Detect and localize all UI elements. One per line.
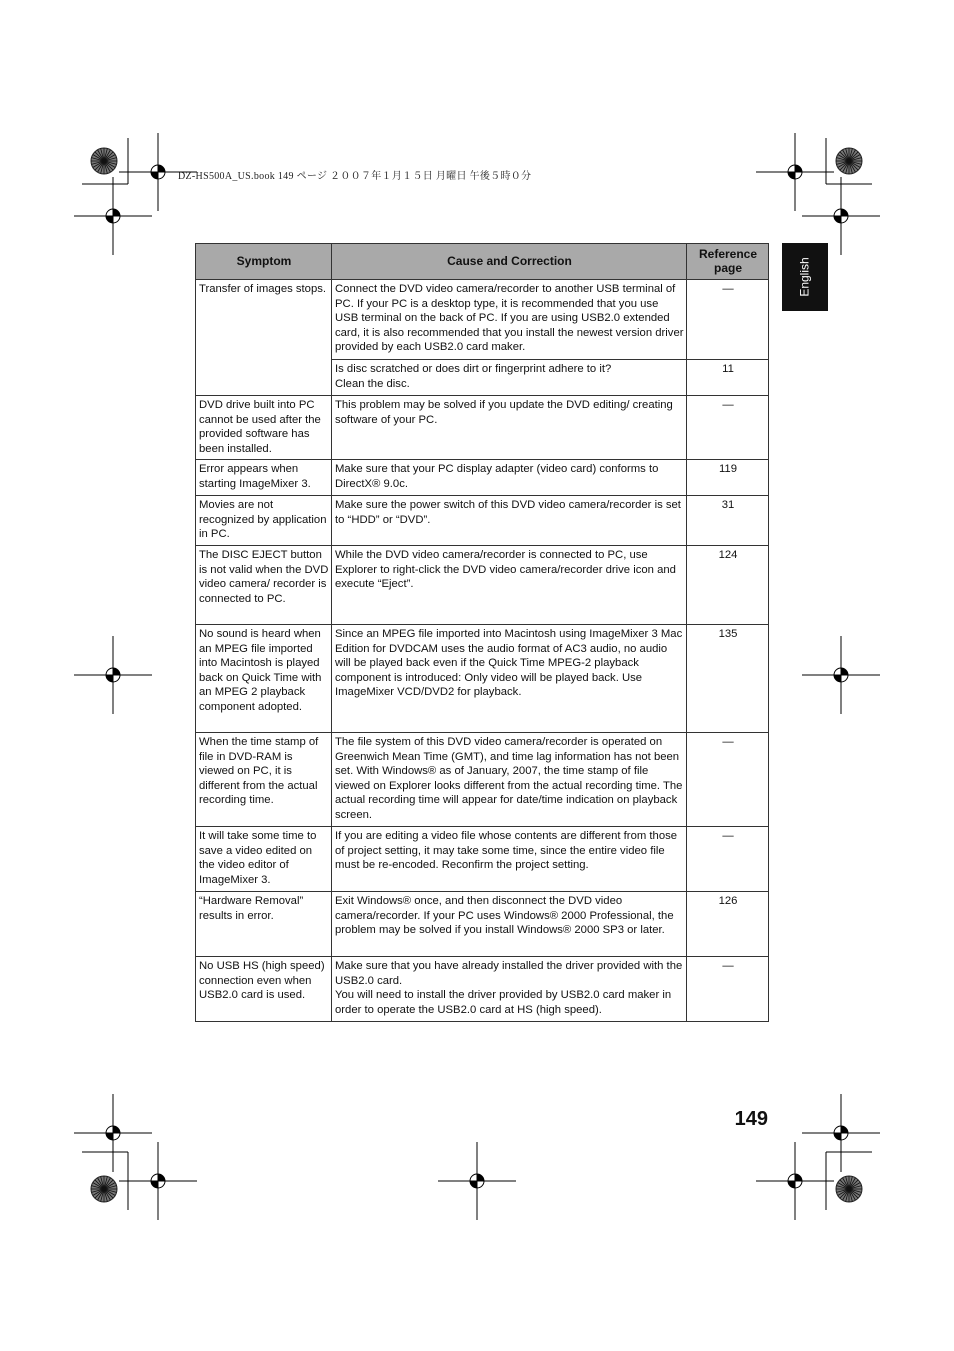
symptom-cell: No sound is heard when an MPEG file imported into Macintosh is played back on Quick Time with an MPEG 2 playback component adopted.	[196, 625, 332, 733]
reference-cell: —	[687, 733, 769, 827]
reference-cell: 124	[687, 546, 769, 625]
page-number: 149	[734, 1108, 768, 1130]
cause-header: Cause and Correction	[332, 244, 687, 280]
reference-cell: —	[687, 957, 769, 1022]
reference-cell: 126	[687, 892, 769, 957]
cause-text: While the DVD video camera/recorder is connected to PC, use Explorer to right-click the DVD video camera/recorder drive icon and execute “Eject”.	[335, 549, 676, 590]
cause-text: You will need to install the driver provided by USB2.0 card maker in order to operate the USB2.0 card at HS (high speed).	[335, 989, 672, 1016]
cause-text: The file system of this DVD video camera/recorder is operated on Greenwich Mean Time (GMT), and time lag information has not been set. With Windows® as of January, 2007, the time stamp of file viewed on Explorer looks different from the actual recording time. The actual recording time will appear for date/time indication on playback screen.	[335, 736, 683, 821]
symptom-cell: Transfer of images stops.	[196, 280, 332, 396]
symptom-cell: When the time stamp of file in DVD-RAM is viewed on PC, it is different from the actual recording time.	[196, 733, 332, 827]
cause-text: Make sure that you have already installed the driver provided with the USB2.0 card.	[335, 960, 683, 987]
cause-text: Clean the disc.	[335, 377, 410, 390]
reference-cell: —	[687, 396, 769, 460]
cause-text: Exit Windows® once, and then disconnect the DVD video camera/recorder. If your PC uses Windows® 2000 Professional, the problem may be solved if you install Windows® 2000 SP3 or later.	[335, 895, 674, 936]
cause-text: Is disc scratched or does dirt or fingerprint adhere to it?	[335, 363, 612, 375]
symptom-cell: No USB HS (high speed) connection even when USB2.0 card is used.	[196, 957, 332, 1022]
reference-cell: —	[687, 280, 769, 360]
reference-cell: 11	[687, 360, 769, 396]
print-header: DZ-HS500A_US.book 149 ページ ２００７年１月１５日 月曜日 午後５時０分	[178, 171, 532, 182]
reference-cell: 31	[687, 496, 769, 546]
language-tab-label: English	[797, 257, 812, 297]
reference-header: Reference page	[687, 244, 769, 280]
cause-text: Connect the DVD video camera/recorder to another USB terminal of PC. If your PC is a desktop type, it is recommended that you use USB terminal on the back of PC. If you are using USB2.0 extended card, it is also recommended that you install the newest version driver provided by each USB2.0 card maker.	[335, 283, 684, 353]
cause-text: Make sure that your PC display adapter (video card) conforms to DirectX® 9.0c.	[335, 463, 659, 490]
symptom-cell: It will take some time to save a video edited on the video editor of ImageMixer 3.	[196, 827, 332, 892]
symptom-cell: Error appears when starting ImageMixer 3.	[196, 460, 332, 496]
symptom-cell: “Hardware Removal” results in error.	[196, 892, 332, 957]
cause-text: Since an MPEG file imported into Macintosh using ImageMixer 3 Mac Edition for DVDCAM uses the audio format of AC3 audio, no audio will be played back even if the Quick Time MPEG-2 playback component is introduced: Only video will be played back. Use ImageMixer VCD/DVD2 for playback.	[335, 628, 683, 698]
cause-text: This problem may be solved if you update the DVD editing/ creating software of your PC.	[335, 399, 673, 426]
reference-cell: 135	[687, 625, 769, 733]
cause-text: Make sure the power switch of this DVD video camera/recorder is set to “HDD” or “DVD”.	[335, 499, 681, 526]
reference-cell: —	[687, 827, 769, 892]
symptom-header: Symptom	[196, 244, 332, 280]
symptom-cell: The DISC EJECT button is not valid when the DVD video camera/ recorder is connected to PC.	[196, 546, 332, 625]
symptom-cell: DVD drive built into PC cannot be used after the provided software has been installed.	[196, 396, 332, 460]
reference-cell: 119	[687, 460, 769, 496]
symptom-cell: Movies are not recognized by application in PC.	[196, 496, 332, 546]
cause-text: If you are editing a video file whose contents are different from those of project setting, it may take some time, since the entire video file must be re-encoded. Reconfirm the project setting.	[335, 830, 678, 871]
